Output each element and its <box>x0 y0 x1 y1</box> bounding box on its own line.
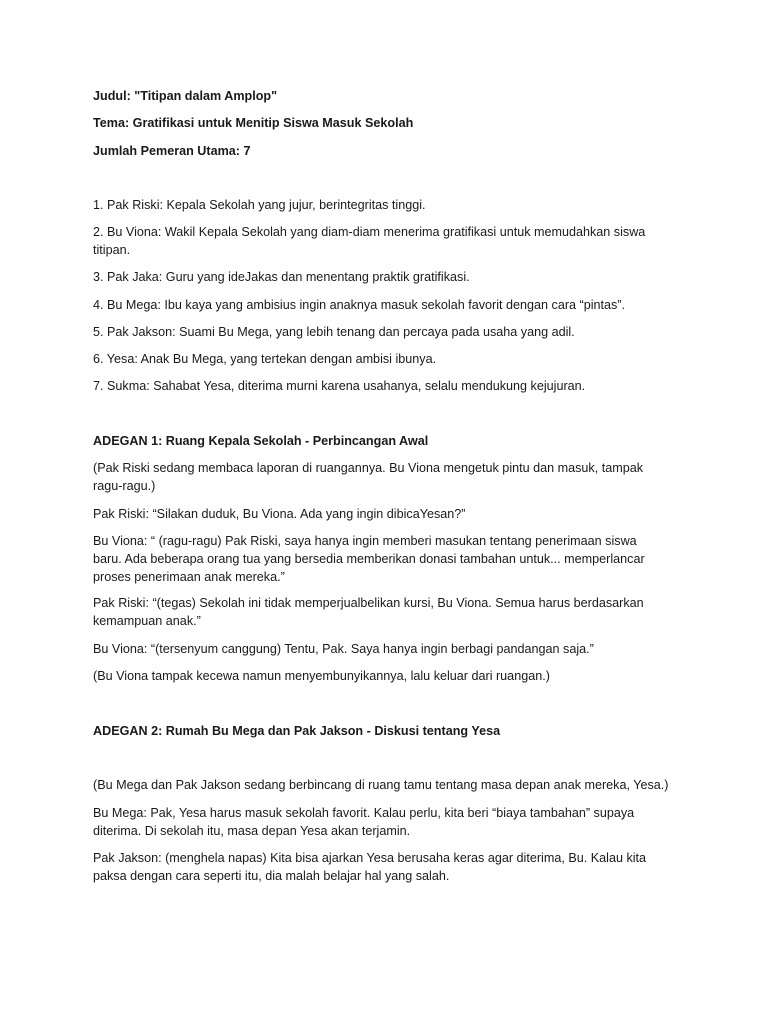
title-line: Judul: "Titipan dalam Amplop" <box>93 89 278 103</box>
theme-line: Tema: Gratifikasi untuk Menitip Siswa Masuk Sekolah <box>93 116 414 130</box>
scene-1-para-3-line-2: baru. Ada beberapa orang tua yang bersedia memberikan donasi tambahan untuk... memperlancar <box>93 552 645 566</box>
cast-item-1: 1. Pak Riski: Kepala Sekolah yang jujur, berintegritas tinggi. <box>93 198 426 212</box>
cast-count-line: Jumlah Pemeran Utama: 7 <box>93 144 251 158</box>
cast-item-3: 3. Pak Jaka: Guru yang ideJakas dan menentang praktik gratifikasi. <box>93 270 470 284</box>
cast-item-2-line-2: titipan. <box>93 243 131 257</box>
scene-2-para-1: (Bu Mega dan Pak Jakson sedang berbincang di ruang tamu tentang masa depan anak mereka, Yesa.) <box>93 778 669 792</box>
scene-2-para-3-line-1: Pak Jakson: (menghela napas) Kita bisa ajarkan Yesa berusaha keras agar diterima, Bu. Kalau kita <box>93 851 647 865</box>
cast-item-2-line-1: 2. Bu Viona: Wakil Kepala Sekolah yang diam-diam menerima gratifikasi untuk memudahkan siswa <box>93 225 646 239</box>
cast-item-5: 5. Pak Jakson: Suami Bu Mega, yang lebih tenang dan percaya pada usaha yang adil. <box>93 325 575 339</box>
scene-1-para-4-line-1: Pak Riski: “(tegas) Sekolah ini tidak memperjualbelikan kursi, Bu Viona. Semua harus berdasarkan <box>93 596 644 610</box>
scene-1-para-1-line-2: ragu-ragu.) <box>93 479 156 493</box>
scene-1-para-6: (Bu Viona tampak kecewa namun menyembunyikannya, lalu keluar dari ruangan.) <box>93 669 550 683</box>
cast-item-6: 6. Yesa: Anak Bu Mega, yang tertekan dengan ambisi ibunya. <box>93 352 437 366</box>
document-page <box>93 0 693 1024</box>
scene-2-para-3-line-2: paksa dengan cara seperti itu, dia malah belajar hal yang salah. <box>93 869 450 883</box>
scene-1-para-2: Pak Riski: “Silakan duduk, Bu Viona. Ada yang ingin dibicaYesan?” <box>93 507 466 521</box>
cast-item-4: 4. Bu Mega: Ibu kaya yang ambisius ingin anaknya masuk sekolah favorit dengan cara “pintas”. <box>93 298 626 312</box>
scene-1-para-3-line-3: proses penerimaan anak mereka.” <box>93 570 285 584</box>
scene-1-heading: ADEGAN 1: Ruang Kepala Sekolah - Perbincangan Awal <box>93 434 429 448</box>
scene-1-para-5: Bu Viona: “(tersenyum canggung) Tentu, Pak. Saya hanya ingin berbagi pandangan saja.” <box>93 642 594 656</box>
scene-2-para-2-line-1: Bu Mega: Pak, Yesa harus masuk sekolah favorit. Kalau perlu, kita beri “biaya tambahan” supaya <box>93 806 635 820</box>
scene-1-para-1-line-1: (Pak Riski sedang membaca laporan di ruangannya. Bu Viona mengetuk pintu dan masuk, tampak <box>93 461 644 475</box>
scene-2-heading: ADEGAN 2: Rumah Bu Mega dan Pak Jakson - Diskusi tentang Yesa <box>93 724 501 738</box>
scene-1-para-4-line-2: kemampuan anak.” <box>93 614 201 628</box>
cast-item-7: 7. Sukma: Sahabat Yesa, diterima murni karena usahanya, selalu mendukung kejujuran. <box>93 379 586 393</box>
scene-2-para-2-line-2: diterima. Di sekolah itu, masa depan Yesa akan terjamin. <box>93 824 411 838</box>
scene-1-para-3-line-1: Bu Viona: “ (ragu-ragu) Pak Riski, saya hanya ingin memberi masukan tentang penerimaan siswa <box>93 534 637 548</box>
